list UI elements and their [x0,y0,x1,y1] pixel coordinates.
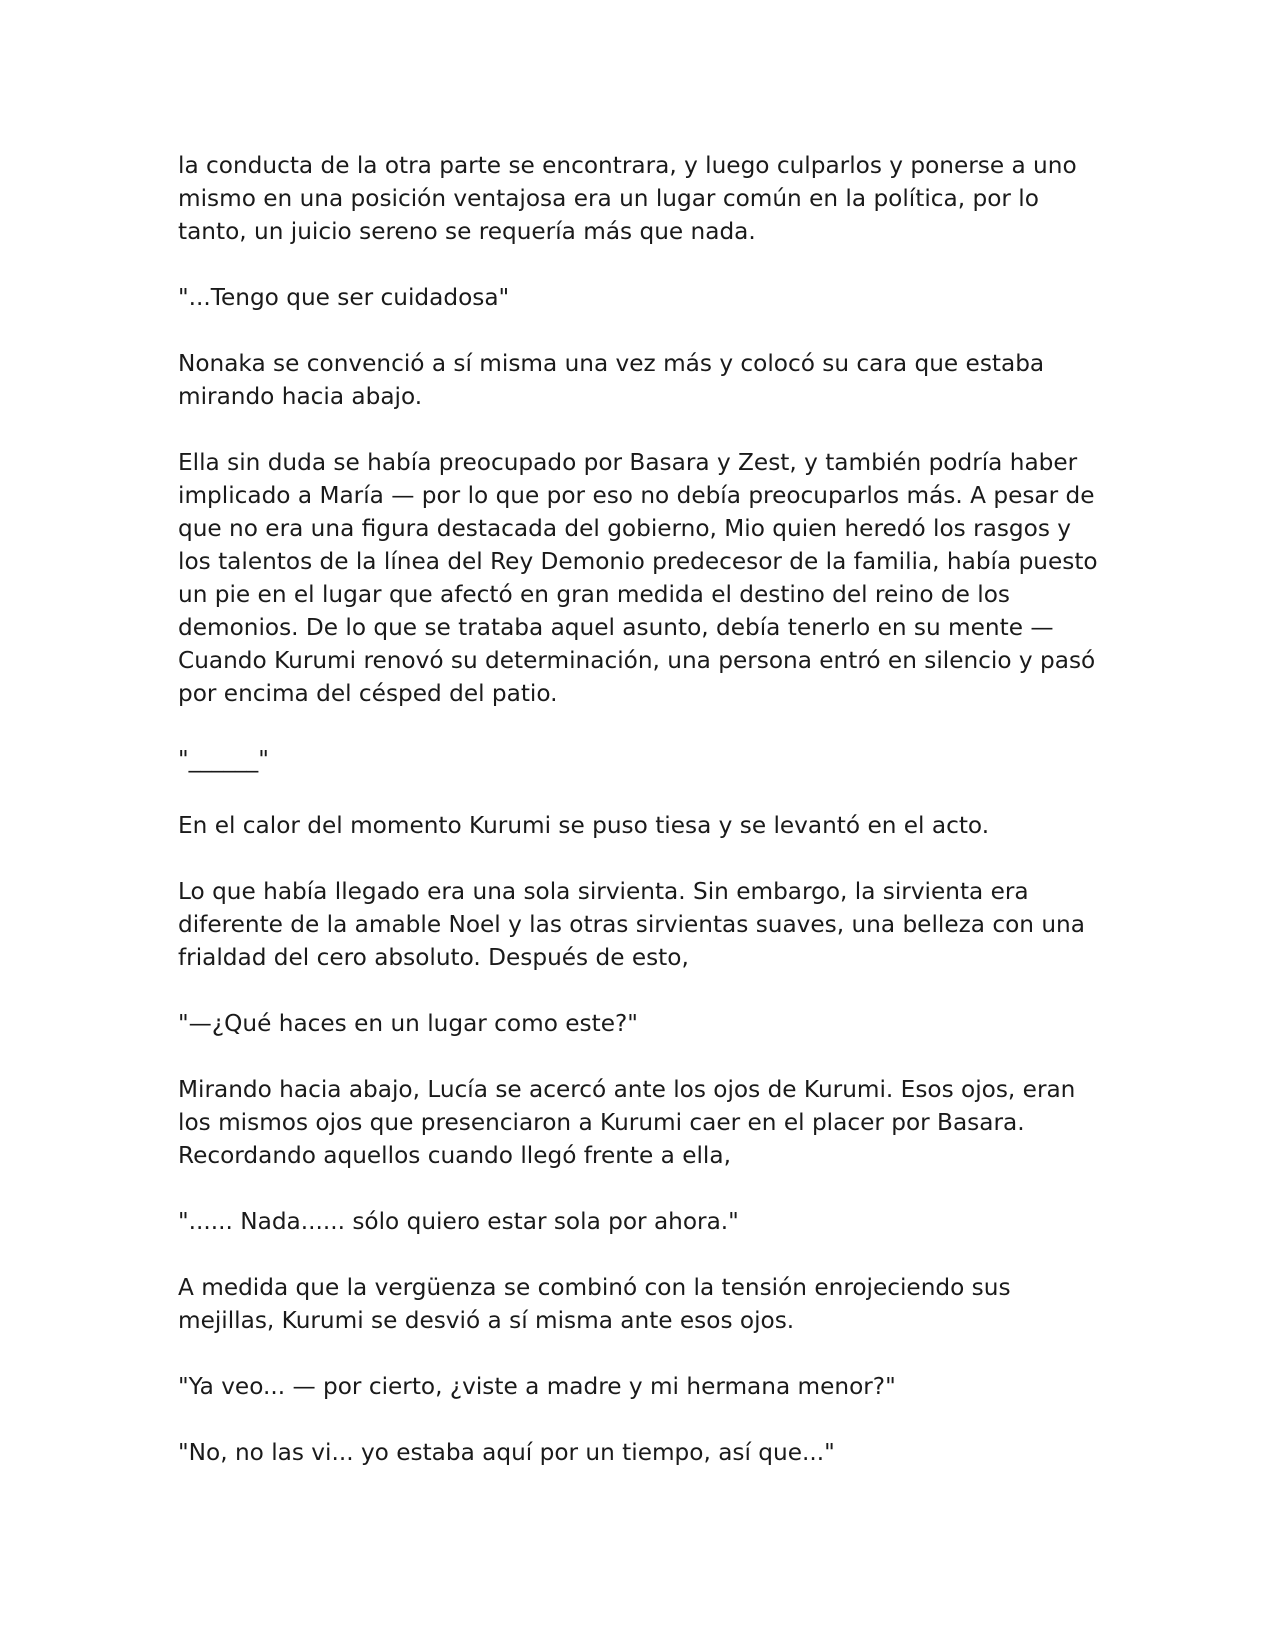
document-page [178,149,1108,1502]
paragraph-13: "No, no las vi... yo estaba aquí por un tiempo, así que..." [178,1439,835,1466]
paragraph-9: Mirando hacia abajo, Lucía se acercó ante los ojos de Kurumi. Esos ojos, eran los mismos ojos que presenciaron a Kurumi caer en el placer por Basara. Recordando aquellos cuando llegó frente a ella, [178,1076,1076,1169]
paragraph-7: Lo que había llegado era una sola sirvienta. Sin embargo, la sirvienta era diferente de la amable Noel y las otras sirvientas suaves, una belleza con una frialdad del cero absoluto. Después de esto, [178,878,1085,971]
paragraph-10: "...... Nada...... sólo quiero estar sola por ahora." [178,1208,739,1235]
paragraph-11: A medida que la vergüenza se combinó con la tensión enrojeciendo sus mejillas, Kurumi se desvió a sí misma ante esos ojos. [178,1274,1011,1334]
paragraph-6: En el calor del momento Kurumi se puso tiesa y se levantó en el acto. [178,812,990,839]
paragraph-12: "Ya veo... — por cierto, ¿viste a madre y mi hermana menor?" [178,1373,896,1400]
paragraph-2: "...Tengo que ser cuidadosa" [178,284,510,311]
paragraph-5: "______" [178,746,269,773]
paragraph-4: Ella sin duda se había preocupado por Basara y Zest, y también podría haber implicado a María — por lo que por eso no debía preocuparlos más. A pesar de que no era una figura destacada del gobierno, Mio quien heredó los rasgos y los talentos de la línea del Rey Demonio predecesor de la familia, había puesto un pie en el lugar que afectó en gran medida el destino del reino de los demonios. De lo que se trataba aquel asunto, debía tenerlo en su mente — Cuando Kurumi renovó su determinación, una persona entró en silencio y pasó por encima del césped del patio. [178,449,1098,707]
paragraph-1: la conducta de la otra parte se encontrara, y luego culparlos y ponerse a uno mismo en una posición ventajosa era un lugar común en la política, por lo tanto, un juicio sereno se requería más que nada. [178,152,1077,245]
paragraph-3: Nonaka se convenció a sí misma una vez más y colocó su cara que estaba mirando hacia abajo. [178,350,1045,410]
paragraph-8: "—¿Qué haces en un lugar como este?" [178,1010,638,1037]
